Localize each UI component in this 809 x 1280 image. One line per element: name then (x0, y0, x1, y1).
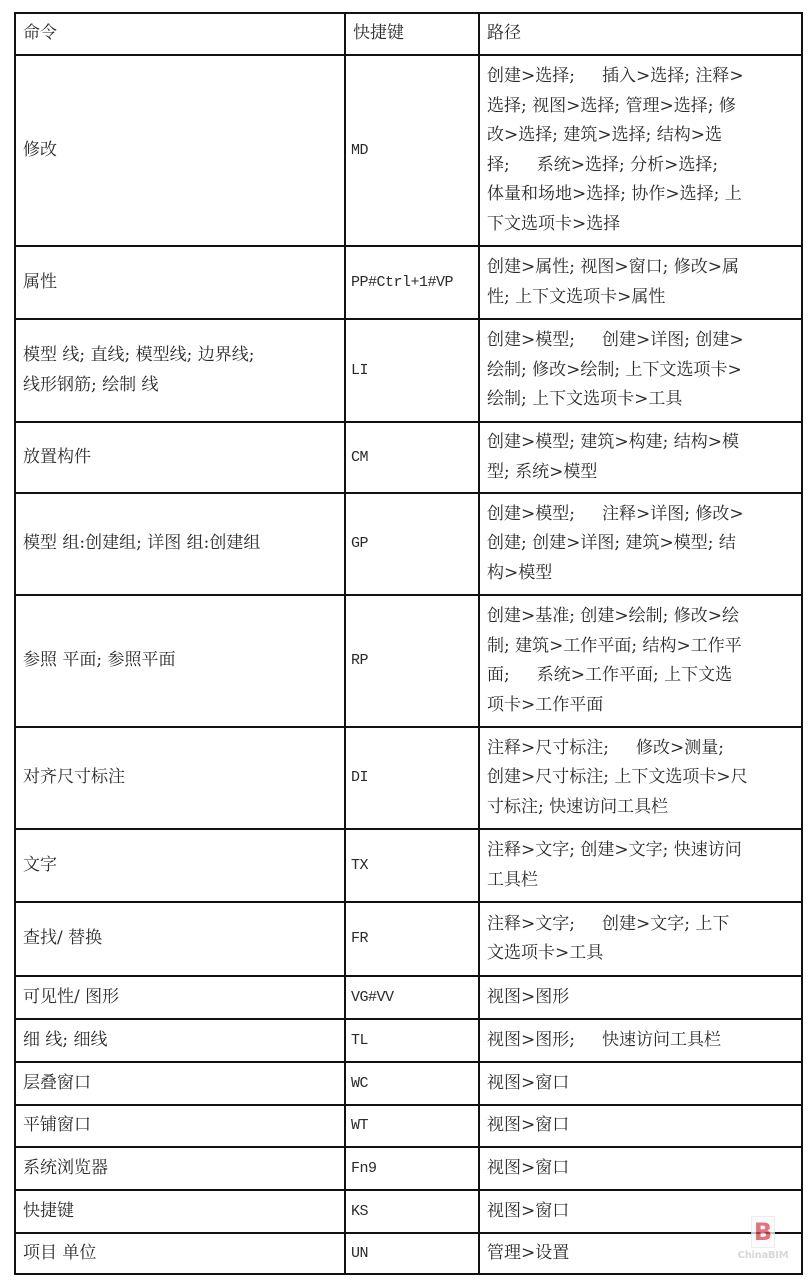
command-cell (15, 829, 345, 902)
path-cell (479, 727, 802, 829)
path-cell (479, 1190, 802, 1233)
path-text: 视图>窗口 (487, 1115, 570, 1136)
command-text: 对齐尺寸标注 (23, 767, 125, 788)
shortcut-cell: LI (345, 319, 479, 422)
shortcut-cell: MD (345, 55, 479, 246)
path-text: 选择; 视图>选择; 管理>选择; 修 (487, 95, 736, 116)
header-path: 路径 (479, 13, 802, 55)
shortcut-cell: GP (345, 493, 479, 595)
command-cell (15, 1105, 345, 1147)
path-cell (479, 493, 802, 595)
path-text: 绘制; 修改>绘制; 上下文选项卡> (487, 359, 742, 380)
shortcut-cell: WT (345, 1105, 479, 1147)
path-text: 创建>选择; 插入>选择; 注释> (487, 66, 744, 86)
path-text: 性; 上下文选项卡>属性 (487, 286, 666, 307)
command-cell (15, 902, 345, 976)
command-cell (15, 1190, 345, 1233)
path-text: 创建>模型; 创建>详图; 创建> (487, 330, 744, 351)
path-text: 管理>设置 (487, 1242, 570, 1263)
path-text: 注释>文字; 创建>文字; 上下 (487, 913, 730, 934)
path-cell (479, 902, 802, 976)
command-cell (15, 319, 345, 422)
path-cell (479, 829, 802, 902)
path-text: 寸标注; 快速访问工具栏 (487, 796, 669, 817)
command-cell (15, 727, 345, 829)
command-cell (15, 422, 345, 493)
shortcut-cell: FR (345, 902, 479, 976)
path-cell (479, 1019, 802, 1062)
path-text: 型; 系统>模型 (487, 461, 598, 482)
shortcut-table (14, 12, 803, 1275)
command-text: 细 线; 细线 (23, 1029, 108, 1050)
command-text: 文字 (23, 854, 57, 875)
path-text: 创建; 创建>详图; 建筑>模型; 结 (487, 533, 736, 554)
path-text: 构>模型 (487, 562, 553, 583)
path-text: 工具栏 (487, 869, 538, 890)
command-text: 修改 (23, 139, 57, 160)
table-row (15, 829, 802, 902)
command-text: 系统浏览器 (23, 1157, 108, 1178)
command-cell (15, 1062, 345, 1105)
chinabim-logo-icon: B (751, 1216, 775, 1248)
table-row (15, 246, 802, 319)
command-cell (15, 246, 345, 319)
path-text: 制; 建筑>工作平面; 结构>工作平 (487, 635, 742, 656)
table-row (15, 1147, 802, 1190)
table-row (15, 422, 802, 493)
table-row (15, 493, 802, 595)
shortcut-cell: CM (345, 422, 479, 493)
shortcut-cell: KS (345, 1190, 479, 1233)
path-text: 视图>窗口 (487, 1157, 570, 1178)
path-text: 视图>图形; 快速访问工具栏 (487, 1029, 721, 1050)
table-row (15, 319, 802, 422)
table-row (15, 727, 802, 829)
path-text: 改>选择; 建筑>选择; 结构>选 (487, 125, 722, 145)
path-cell (479, 1062, 802, 1105)
path-cell (479, 1147, 802, 1190)
path-text: 创建>基准; 创建>绘制; 修改>绘 (487, 606, 739, 626)
path-text: 创建>模型; 注释>详图; 修改> (487, 503, 744, 524)
path-text: 下文选项卡>选择 (487, 213, 621, 234)
watermark-text: ChinaBIM (737, 1250, 789, 1261)
table-body (15, 13, 802, 1274)
path-text: 视图>图形 (487, 986, 570, 1007)
command-text: 平铺窗口 (23, 1115, 91, 1136)
path-cell (479, 55, 802, 246)
command-cell (15, 976, 345, 1019)
table-row (15, 1019, 802, 1062)
path-text: 体量和场地>选择; 协作>选择; 上 (487, 184, 742, 204)
header-command: 命令 (15, 13, 345, 55)
command-text: 层叠窗口 (23, 1072, 91, 1093)
path-text: 绘制; 上下文选项卡>工具 (487, 389, 683, 410)
shortcut-cell: RP (345, 595, 479, 727)
path-cell (479, 595, 802, 727)
shortcut-cell: VG#VV (345, 976, 479, 1019)
table-row (15, 976, 802, 1019)
command-text: 查找/ 替换 (23, 928, 103, 949)
shortcut-cell: TX (345, 829, 479, 902)
command-text: 参照 平面; 参照平面 (23, 650, 176, 671)
path-text: 文选项卡>工具 (487, 943, 604, 963)
command-text: 项目 单位 (23, 1242, 97, 1263)
path-text: 注释>文字; 创建>文字; 快速访问 (487, 840, 742, 860)
path-text: 择; 系统>选择; 分析>选择; (487, 154, 719, 175)
path-cell (479, 422, 802, 493)
path-cell (479, 319, 802, 422)
path-text: 项卡>工作平面 (487, 694, 604, 715)
header-shortcut: 快捷键 (345, 13, 479, 55)
command-cell (15, 493, 345, 595)
command-cell (15, 1233, 345, 1274)
path-text: 创建>属性; 视图>窗口; 修改>属 (487, 257, 739, 277)
shortcut-cell: Fn9 (345, 1147, 479, 1190)
table-row (15, 55, 802, 246)
path-cell (479, 1105, 802, 1147)
path-cell (479, 246, 802, 319)
command-text: 模型 线; 直线; 模型线; 边界线; (23, 345, 255, 365)
command-cell (15, 1019, 345, 1062)
table-header-row (15, 13, 802, 55)
table-row (15, 1190, 802, 1233)
table-row (15, 1233, 802, 1274)
shortcut-cell: DI (345, 727, 479, 829)
shortcut-cell: PP#Ctrl+1#VP (345, 246, 479, 319)
path-cell (479, 1233, 802, 1274)
path-text: 视图>窗口 (487, 1072, 570, 1093)
command-text: 可见性/ 图形 (23, 986, 120, 1007)
table-row (15, 1105, 802, 1147)
command-text: 放置构件 (23, 446, 91, 467)
command-text: 模型 组:创建组; 详图 组:创建组 (23, 533, 261, 554)
table-row (15, 1062, 802, 1105)
table-row (15, 902, 802, 976)
command-text: 快捷键 (23, 1200, 74, 1221)
path-text: 视图>窗口 (487, 1200, 570, 1221)
path-text: 创建>模型; 建筑>构建; 结构>模 (487, 432, 739, 452)
path-text: 面; 系统>工作平面; 上下文选 (487, 665, 733, 685)
shortcut-cell: WC (345, 1062, 479, 1105)
path-text: 创建>尺寸标注; 上下文选项卡>尺 (487, 767, 748, 788)
command-cell (15, 595, 345, 727)
command-text: 属性 (23, 271, 57, 292)
shortcut-cell: TL (345, 1019, 479, 1062)
command-cell (15, 1147, 345, 1190)
command-cell (15, 55, 345, 246)
command-text: 线形钢筋; 绘制 线 (23, 374, 159, 395)
path-text: 注释>尺寸标注; 修改>测量; (487, 737, 724, 758)
table-row (15, 595, 802, 727)
path-cell (479, 976, 802, 1019)
shortcut-cell: UN (345, 1233, 479, 1274)
